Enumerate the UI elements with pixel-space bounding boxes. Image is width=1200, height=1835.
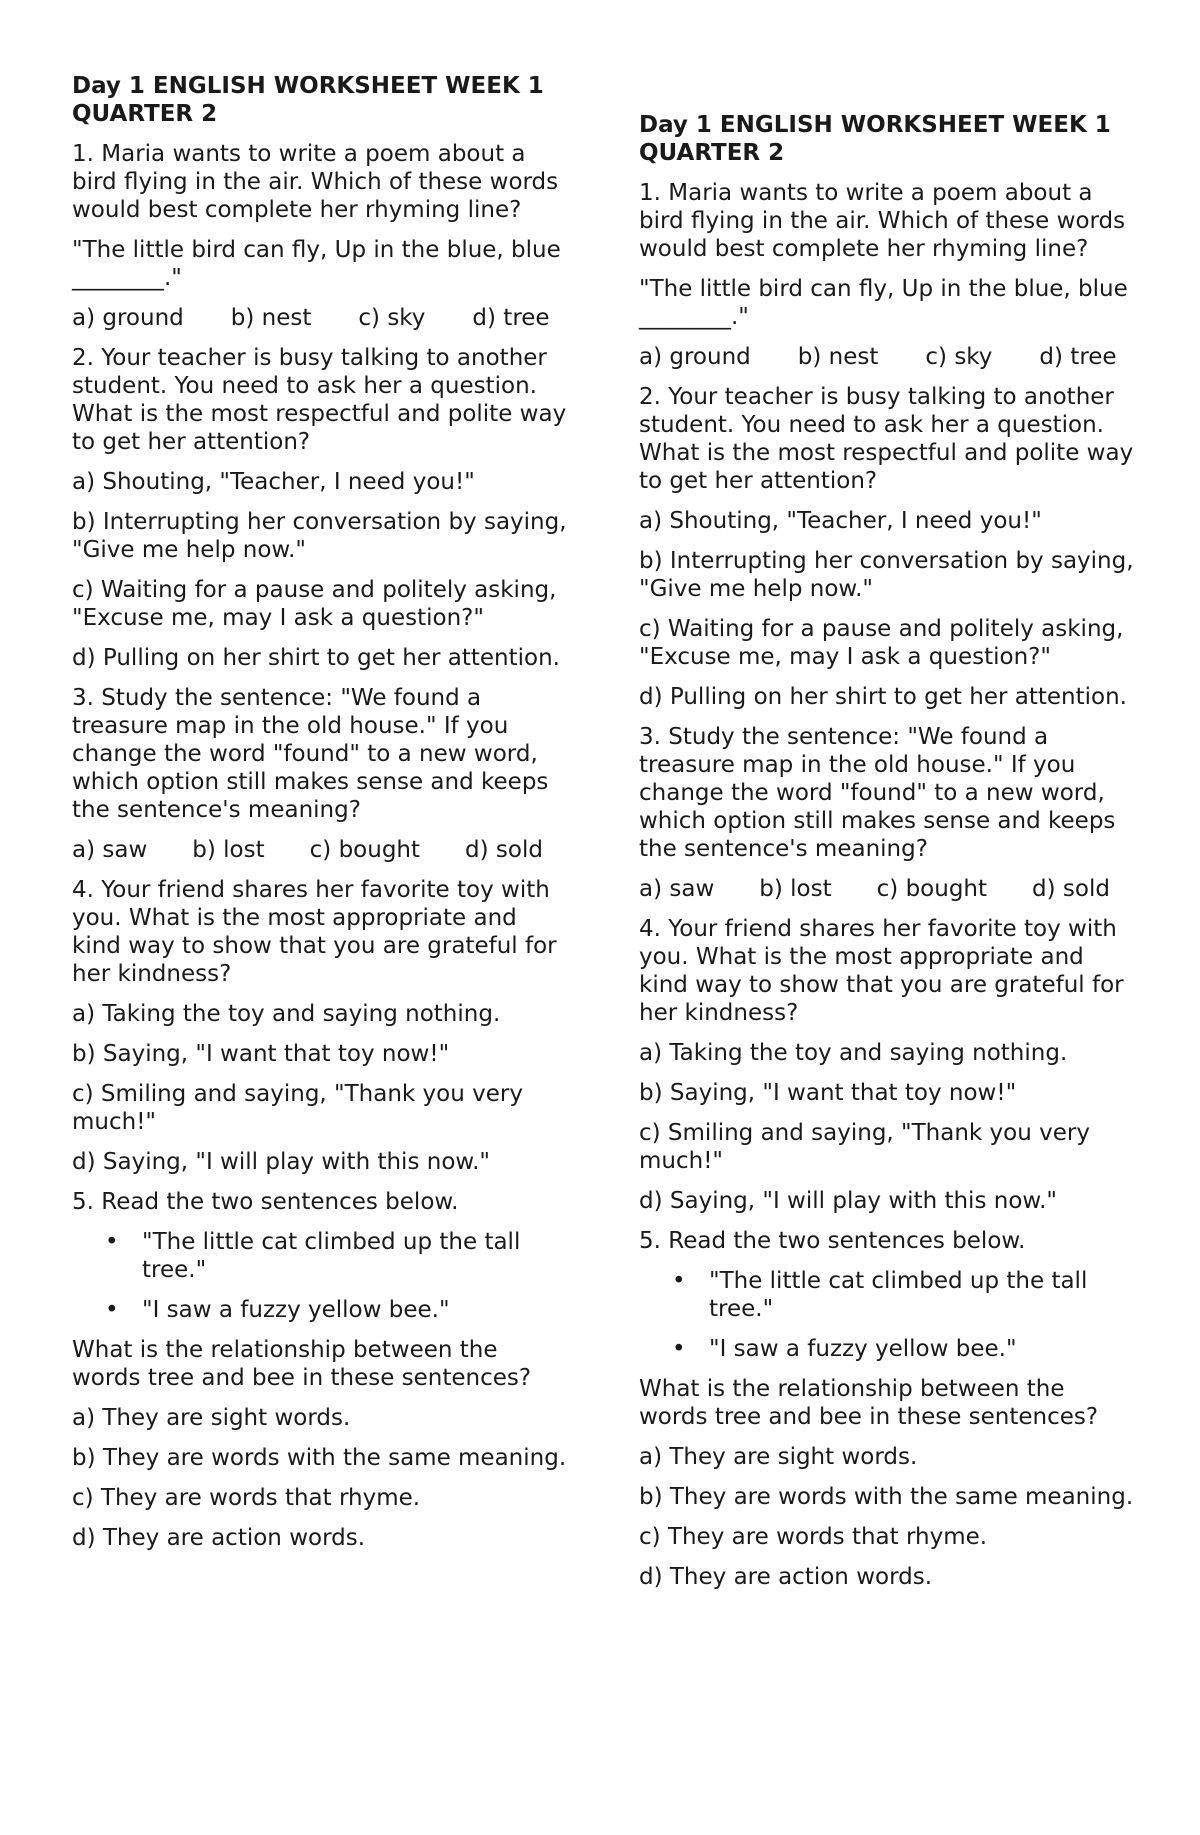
question-5-sentences: [639, 1267, 1139, 1363]
list-item: [639, 1335, 1139, 1363]
option-d: d) sold: [465, 837, 543, 863]
option-d: d) Pulling on her shirt to get her attention.: [72, 645, 560, 671]
option-a: a) Taking the toy and saying nothing.: [72, 1001, 501, 1027]
option-c: c) bought: [876, 876, 988, 902]
sentence-text: "I saw a fuzzy yellow bee.": [709, 1336, 1017, 1362]
sentence-text: "The little cat climbed up the tall tree.": [709, 1268, 1088, 1322]
option-b: b) Saying, "I want that toy now!": [72, 1041, 450, 1067]
question-1-quote: "The little bird can fly, Up in the blue, blue ________.": [639, 276, 1128, 330]
option-b: b) nest: [797, 344, 879, 370]
option-a: a) They are sight words.: [639, 1444, 918, 1470]
worksheet-copy-left: [72, 72, 572, 1564]
option-b: b) Saying, "I want that toy now!": [639, 1080, 1017, 1106]
list-item: [72, 1228, 572, 1284]
worksheet-title: Day 1 ENGLISH WORKSHEET WEEK 1 QUARTER 2: [72, 73, 544, 127]
question-5-sentences: [72, 1228, 572, 1324]
option-c: c) Waiting for a pause and politely asking, "Excuse me, may I ask a question?": [639, 616, 1124, 670]
question-3-prompt: 3. Study the sentence: "We found a treasure map in the old house." If you change the word "found" to a new word, which option still makes sense and keeps the sentence's meaning?: [639, 724, 1116, 862]
question-1-options: [72, 304, 572, 332]
worksheet-copy-right: [639, 111, 1139, 1603]
bullet-icon: •: [105, 1297, 119, 1323]
option-d: d) Saying, "I will play with this now.": [72, 1149, 490, 1175]
bullet-icon: •: [105, 1229, 119, 1255]
option-c: c) sky: [925, 344, 993, 370]
list-item: [72, 1296, 572, 1324]
option-a: a) ground: [639, 344, 751, 370]
sentence-text: "The little cat climbed up the tall tree.": [142, 1229, 521, 1283]
question-1-options: [639, 343, 1139, 371]
question-1-quote: "The little bird can fly, Up in the blue, blue ________.": [72, 237, 561, 291]
question-3-prompt: 3. Study the sentence: "We found a treasure map in the old house." If you change the word "found" to a new word, which option still makes sense and keeps the sentence's meaning?: [72, 685, 549, 823]
option-c: c) They are words that rhyme.: [639, 1524, 988, 1550]
option-a: a) ground: [72, 305, 184, 331]
question-4-prompt: 4. Your friend shares her favorite toy with you. What is the most appropriate and kind way to show that you are grateful for her kindness?: [639, 916, 1124, 1026]
option-d: d) They are action words.: [72, 1525, 366, 1551]
question-5-question: What is the relationship between the words tree and bee in these sentences?: [72, 1337, 532, 1391]
list-item: [639, 1267, 1139, 1323]
sentence-text: "I saw a fuzzy yellow bee.": [142, 1297, 450, 1323]
question-2-prompt: 2. Your teacher is busy talking to another student. You need to ask her a question. What is the most respectful and polite way to get her attention?: [72, 345, 567, 455]
option-b: b) Interrupting her conversation by saying, "Give me help now.": [72, 509, 567, 563]
option-d: d) Pulling on her shirt to get her attention.: [639, 684, 1127, 710]
option-b: b) Interrupting her conversation by saying, "Give me help now.": [639, 548, 1134, 602]
worksheet-title: Day 1 ENGLISH WORKSHEET WEEK 1 QUARTER 2: [639, 112, 1111, 166]
option-d: d) tree: [1039, 344, 1117, 370]
question-3-options: [72, 836, 572, 864]
bullet-icon: •: [672, 1336, 686, 1362]
option-c: c) Smiling and saying, "Thank you very much!": [72, 1081, 523, 1135]
option-d: d) Saying, "I will play with this now.": [639, 1188, 1057, 1214]
option-d: d) They are action words.: [639, 1564, 933, 1590]
option-a: a) They are sight words.: [72, 1405, 351, 1431]
question-5-prompt: 5. Read the two sentences below.: [72, 1189, 459, 1215]
option-c: c) sky: [358, 305, 426, 331]
bullet-icon: •: [672, 1268, 686, 1294]
option-d: d) tree: [472, 305, 550, 331]
option-c: c) They are words that rhyme.: [72, 1485, 421, 1511]
option-c: c) bought: [309, 837, 421, 863]
option-d: d) sold: [1032, 876, 1110, 902]
option-a: a) saw: [72, 837, 148, 863]
question-5-prompt: 5. Read the two sentences below.: [639, 1228, 1026, 1254]
question-1-prompt: 1. Maria wants to write a poem about a bird flying in the air. Which of these words would best complete her rhyming line?: [72, 141, 559, 223]
option-c: c) Smiling and saying, "Thank you very much!": [639, 1120, 1090, 1174]
option-a: a) Shouting, "Teacher, I need you!": [639, 508, 1042, 534]
option-b: b) nest: [230, 305, 312, 331]
option-a: a) Taking the toy and saying nothing.: [639, 1040, 1068, 1066]
question-4-prompt: 4. Your friend shares her favorite toy with you. What is the most appropriate and kind way to show that you are grateful for her kindness?: [72, 877, 557, 987]
option-b: b) They are words with the same meaning.: [639, 1484, 1134, 1510]
question-5-question: What is the relationship between the words tree and bee in these sentences?: [639, 1376, 1099, 1430]
option-b: b) They are words with the same meaning.: [72, 1445, 567, 1471]
question-1-prompt: 1. Maria wants to write a poem about a bird flying in the air. Which of these words would best complete her rhyming line?: [639, 180, 1126, 262]
option-b: b) lost: [759, 876, 832, 902]
question-3-options: [639, 875, 1139, 903]
option-a: a) Shouting, "Teacher, I need you!": [72, 469, 475, 495]
option-c: c) Waiting for a pause and politely asking, "Excuse me, may I ask a question?": [72, 577, 557, 631]
question-2-prompt: 2. Your teacher is busy talking to another student. You need to ask her a question. What is the most respectful and polite way to get her attention?: [639, 384, 1134, 494]
option-b: b) lost: [192, 837, 265, 863]
option-a: a) saw: [639, 876, 715, 902]
